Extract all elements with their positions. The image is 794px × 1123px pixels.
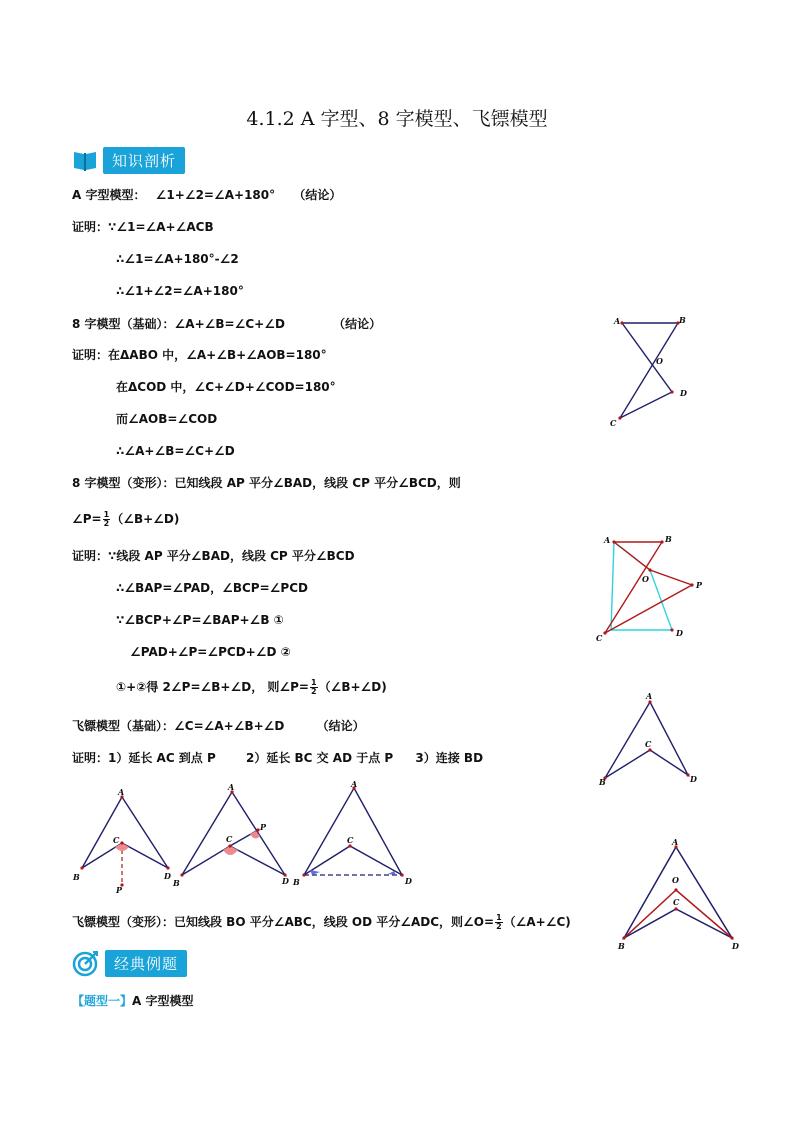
point-label-B: B bbox=[73, 872, 80, 882]
point-label-D: D bbox=[164, 871, 171, 881]
point-label-P: P bbox=[116, 885, 123, 895]
point-label-C: C bbox=[113, 835, 120, 845]
point-label-A: A bbox=[118, 787, 125, 797]
type-one-tag: 【题型一】 bbox=[72, 994, 133, 1008]
eight-model-conclusion: （结论） bbox=[333, 317, 382, 331]
frac-num: 1 bbox=[496, 913, 502, 922]
point-label-C: C bbox=[610, 418, 617, 428]
point-label-D: D bbox=[690, 774, 697, 784]
point-label-P: P bbox=[260, 822, 267, 832]
variant-proof-line-1: 证明：∵线段 AP 平分∠BAD，线段 CP 平分∠BCD bbox=[72, 549, 355, 563]
point-label-O: O bbox=[656, 356, 663, 366]
type-one-heading bbox=[72, 993, 193, 1009]
eight-variant-cyan-edges bbox=[611, 542, 672, 630]
dart-variant-heading bbox=[72, 914, 571, 931]
a-proof-line-2: ∴∠1=∠A+180°-∠2 bbox=[116, 252, 239, 266]
frac-num: 1 bbox=[310, 678, 317, 687]
point-label-D: D bbox=[282, 876, 289, 886]
point-label-C: C bbox=[596, 633, 603, 643]
figure-dart-variant bbox=[612, 835, 747, 955]
variant-proof-line-4: ∠PAD+∠P=∠PCD+∠D ② bbox=[130, 645, 291, 659]
variant-proof-line-5 bbox=[116, 679, 387, 696]
dart-variant-rhs: （∠A+∠C) bbox=[503, 915, 571, 929]
dart-proof-2-edges bbox=[182, 792, 285, 875]
dart-model-formula: 飞镖模型（基础）：∠C=∠A+∠B+∠D bbox=[72, 719, 285, 733]
figure-eight-basic bbox=[600, 308, 700, 433]
point-label-A: A bbox=[604, 535, 611, 545]
point-label-C: C bbox=[347, 835, 354, 845]
eight-variant-red-path-2 bbox=[605, 542, 692, 633]
eight-proof-line-3: 而∠AOB=∠COD bbox=[116, 412, 218, 426]
eight-proof-line-1: 证明：在ΔABO 中，∠A+∠B+∠AOB=180° bbox=[72, 348, 327, 362]
point-label-B: B bbox=[665, 534, 672, 544]
dart-variant-lhs: 飞镖模型（变形）：已知线段 BO 平分∠ABC，线段 OD 平分∠ADC，则∠O= bbox=[72, 915, 495, 929]
figure-eight-variant bbox=[590, 530, 705, 645]
eight-model-formula: 8 字模型（基础）：∠A+∠B=∠C+∠D bbox=[72, 317, 285, 331]
section-title-knowledge: 知识剖析 bbox=[103, 147, 185, 174]
angle-mark bbox=[250, 831, 260, 839]
dart-proof-3-edges bbox=[304, 788, 402, 875]
section-banner-examples bbox=[72, 948, 187, 978]
dart-model-heading bbox=[72, 718, 365, 734]
eight-basic-edges bbox=[620, 323, 678, 418]
eight-proof-line-2: 在ΔCOD 中，∠C+∠D+∠COD=180° bbox=[116, 380, 336, 394]
point-label-D: D bbox=[405, 876, 412, 886]
a-model-heading bbox=[72, 187, 341, 203]
point-label-P: P bbox=[696, 580, 703, 590]
frac-den: 2 bbox=[496, 922, 502, 931]
point-label-A: A bbox=[646, 691, 653, 701]
fraction-half bbox=[103, 511, 111, 528]
variant-proof-line-5-rhs: （∠B+∠D) bbox=[318, 680, 387, 694]
dart-proof-1-edges bbox=[82, 797, 168, 868]
point-label-D: D bbox=[676, 628, 683, 638]
point-label-B: B bbox=[618, 941, 625, 951]
point-label-B: B bbox=[679, 315, 686, 325]
point-label-D: D bbox=[680, 388, 687, 398]
dart-model-conclusion: （结论） bbox=[316, 719, 365, 733]
point-label-B: B bbox=[293, 877, 300, 887]
a-model-conclusion: （结论） bbox=[293, 188, 342, 202]
a-proof-line-1: 证明：∵∠1=∠A+∠ACB bbox=[72, 220, 214, 234]
point-label-O: O bbox=[672, 875, 679, 885]
fraction-half bbox=[310, 679, 318, 696]
eight-variant-result bbox=[72, 511, 179, 528]
dart-proof-line bbox=[72, 750, 483, 766]
fraction-half bbox=[495, 914, 503, 931]
point-label-B: B bbox=[599, 777, 606, 787]
frac-num: 1 bbox=[103, 510, 110, 519]
a-proof-line-3: ∴∠1+∠2=∠A+180° bbox=[116, 284, 244, 298]
angle-mark bbox=[310, 870, 320, 875]
point-label-A: A bbox=[351, 779, 358, 789]
point-label-D: D bbox=[732, 941, 739, 951]
a-model-label: A 字型模型： bbox=[72, 188, 146, 202]
section-banner-knowledge bbox=[72, 145, 185, 175]
point-label-O: O bbox=[642, 574, 649, 584]
figure-dart-proof-3 bbox=[290, 778, 415, 893]
page-title: 4.1.2 A 字型、8 字模型、飞镖模型 bbox=[246, 108, 548, 130]
eight-proof-line-4: ∴∠A+∠B=∠C+∠D bbox=[116, 444, 235, 458]
type-one-name: A 字型模型 bbox=[132, 994, 194, 1008]
book-icon bbox=[72, 147, 98, 173]
variant-proof-line-5-lhs: ①+②得 2∠P=∠B+∠D， 则∠P= bbox=[116, 680, 309, 694]
figure-dart-basic bbox=[590, 690, 705, 790]
eight-variant-result-lhs: ∠P= bbox=[72, 512, 102, 526]
point-label-A: A bbox=[228, 782, 235, 792]
eight-model-heading bbox=[72, 316, 381, 332]
point-label-A: A bbox=[614, 316, 621, 326]
point-label-B: B bbox=[173, 878, 180, 888]
a-model-formula: ∠1+∠2=∠A+180° bbox=[155, 188, 276, 202]
point-label-C: C bbox=[645, 739, 652, 749]
frac-den: 2 bbox=[103, 519, 110, 528]
eight-variant-result-rhs: （∠B+∠D) bbox=[111, 512, 180, 526]
variant-proof-line-2: ∴∠BAP=∠PAD，∠BCP=∠PCD bbox=[116, 581, 308, 595]
dart-proof-step-1: 证明：1）延长 AC 到点 P bbox=[72, 751, 216, 765]
dart-proof-step-2: 2）延长 BC 交 AD 于点 P bbox=[245, 751, 394, 765]
frac-den: 2 bbox=[310, 687, 317, 696]
figure-dart-proof-2 bbox=[170, 780, 295, 895]
point-label-C: C bbox=[673, 897, 680, 907]
target-icon bbox=[72, 949, 100, 977]
section-title-examples: 经典例题 bbox=[105, 950, 187, 977]
point-label-C: C bbox=[226, 834, 233, 844]
figure-dart-proof-1 bbox=[70, 785, 180, 900]
variant-proof-line-3: ∵∠BCP+∠P=∠BAP+∠B ① bbox=[116, 613, 284, 627]
dart-proof-step-3: 3）连接 BD bbox=[415, 751, 484, 765]
eight-variant-heading: 8 字模型（变形）：已知线段 AP 平分∠BAD，线段 CP 平分∠BCD，则 bbox=[72, 476, 461, 490]
point-label-A: A bbox=[672, 837, 679, 847]
